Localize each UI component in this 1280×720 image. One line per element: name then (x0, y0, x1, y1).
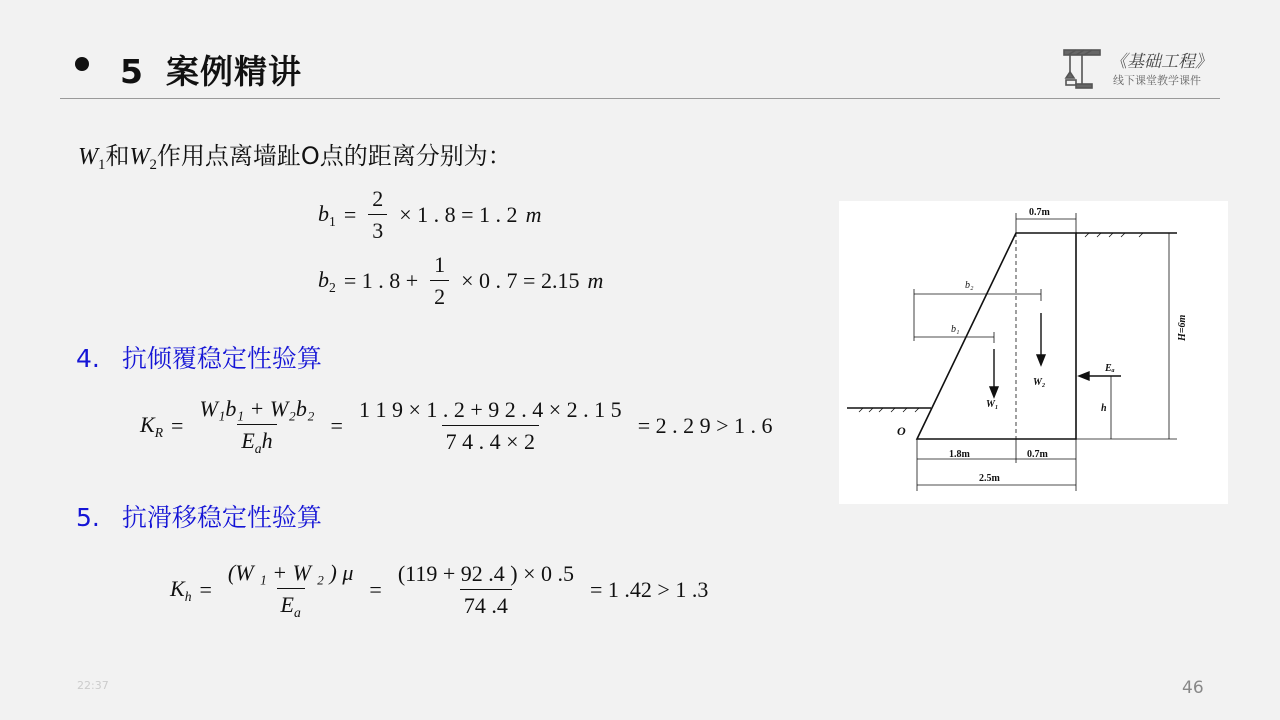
section-4-heading (76, 339, 322, 375)
b2-prefix: = 1 . 8 + (343, 268, 419, 293)
logo-title: 《基础工程》 (1110, 52, 1212, 72)
ea-subscript: a (293, 604, 301, 620)
w2-subscript: 2 (149, 157, 157, 174)
ea-symbol: E (241, 428, 255, 453)
ea-label: Eₐ (1105, 363, 1115, 374)
w2-label: W₂ (1033, 377, 1046, 388)
equals-sign: = (369, 577, 382, 603)
h-label: h (1101, 403, 1107, 414)
section-number: 5 (120, 52, 144, 91)
fraction-numerator: 2 (372, 186, 384, 211)
kr-numeric-denominator: 7 4 . 4 × 2 (442, 425, 539, 455)
kh-symbol: K (170, 576, 185, 601)
retaining-wall-diagram (839, 201, 1228, 504)
unit-m: m (525, 202, 542, 227)
top-width-label: 0.7m (1029, 207, 1050, 218)
equals-sign: = (343, 202, 357, 227)
equation-b1 (318, 186, 541, 244)
ea-subscript: a (254, 440, 262, 456)
bottom-left-label: 1.8m (949, 449, 970, 460)
section-4-title: 抗倾覆稳定性验算 (121, 344, 322, 373)
kh-symbolic-fraction (224, 560, 358, 621)
section-5-title: 抗滑移稳定性验算 (121, 503, 322, 532)
kh-result: = 1 .42 > 1 .3 (590, 577, 709, 603)
title-bullet (75, 57, 89, 71)
b1-subscript: 1 (329, 213, 336, 229)
kh-denominator (277, 588, 305, 621)
equals-sign: = (171, 413, 184, 439)
intro-sentence: 作用点离墙趾O点的距离分别为： (156, 142, 512, 170)
section-4-number: 4. (76, 344, 100, 373)
b2-symbol: b (318, 266, 329, 292)
b1-symbol: b (318, 200, 329, 226)
section-title: 案例精讲 (165, 52, 302, 91)
w-symbol-2: W (129, 144, 150, 170)
kr-symbol: K (140, 412, 155, 437)
timestamp: 22:37 (77, 679, 109, 692)
total-width-label: 2.5m (979, 473, 1000, 484)
b2-expression: × 0 . 7 = 2.15 (461, 268, 580, 293)
kr-numeric-fraction (355, 397, 626, 455)
page-title (120, 46, 302, 93)
equation-kr (140, 396, 773, 457)
kr-symbolic-fraction (195, 396, 318, 457)
equals-sign: = (199, 577, 212, 603)
intro-text (78, 136, 512, 174)
b1-label: b₁ (951, 324, 960, 335)
header-divider (60, 98, 1220, 99)
section-5-heading (76, 498, 322, 534)
w1-label: W₁ (986, 399, 999, 410)
kh-subscript: h (184, 588, 192, 604)
fraction-2-3 (368, 186, 387, 244)
b2-label: b₂ (965, 280, 974, 291)
unit-m: m (587, 268, 604, 293)
fraction-denominator: 2 (430, 280, 449, 310)
ea-symbol: E (280, 592, 294, 617)
b2-subscript: 2 (329, 279, 336, 295)
kh-numerator: (W ₁ + W ₂ ) μ (227, 560, 354, 585)
kr-denominator (237, 424, 276, 457)
b1-expression: × 1 . 8 = 1 . 2 (399, 202, 518, 227)
kr-subscript: R (154, 424, 164, 440)
kh-numeric-denominator: 74 .4 (460, 589, 512, 619)
equals-sign: = (330, 413, 343, 439)
height-label: H=6m (1177, 314, 1188, 341)
bottom-right-label: 0.7m (1027, 449, 1048, 460)
section-5-number: 5. (76, 503, 100, 532)
equation-b2 (318, 252, 603, 310)
fraction-1-2 (430, 252, 449, 310)
kh-numeric-numerator: (119 + 92 .4 ) × 0 .5 (397, 561, 574, 587)
h-symbol: h (261, 428, 273, 453)
fraction-numerator: 1 (434, 252, 446, 277)
kh-numeric-fraction (394, 561, 578, 619)
logo-subtitle: 线下课堂教学课件 (1113, 74, 1201, 87)
kr-numeric-numerator: 1 1 9 × 1 . 2 + 9 2 . 4 × 2 . 1 5 (358, 397, 622, 423)
kr-result: = 2 . 2 9 > 1 . 6 (637, 413, 773, 439)
w1-subscript: 1 (98, 157, 106, 174)
fraction-denominator: 3 (368, 214, 387, 244)
toe-label: O (897, 424, 906, 438)
page-number: 46 (1182, 678, 1204, 698)
kr-numerator: W₁b₁ + W₂b₂ (199, 396, 315, 421)
and-word: 和 (105, 142, 130, 170)
equation-kh (170, 560, 708, 621)
w-symbol: W (78, 144, 98, 170)
